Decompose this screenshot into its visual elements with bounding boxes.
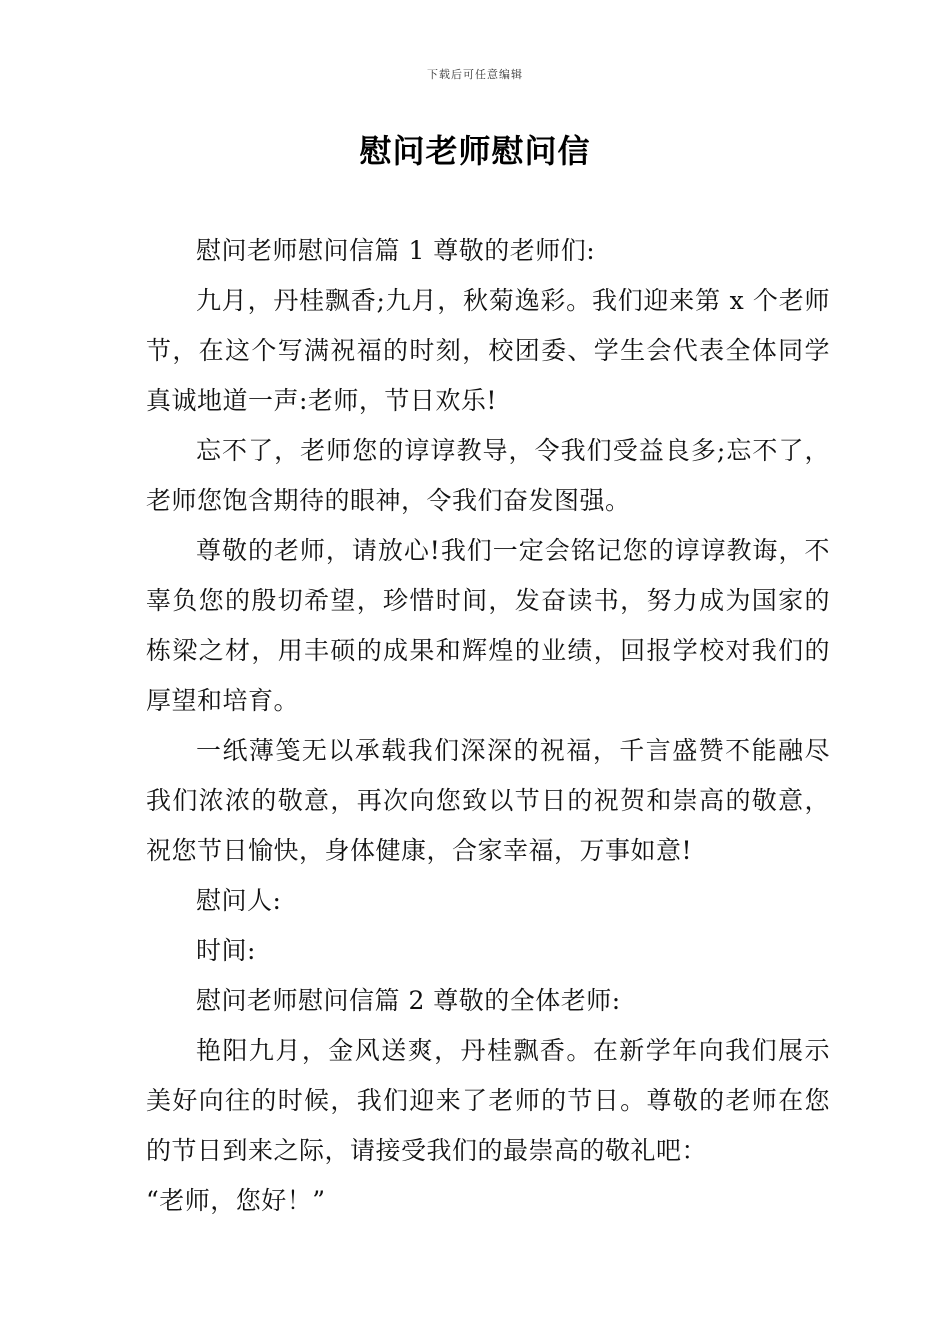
header-note: 下载后可任意编辑 xyxy=(427,68,523,81)
signature-label: 慰问人: xyxy=(196,886,282,915)
paragraph-promise: 尊敬的老师，请放心!我们一定会铭记您的谆谆教诲，不辜负您的殷切希望，珍惜时间，发奋读书，努力成为国家的栋梁之材，用丰硕的成果和辉煌的业绩，回报学校对我们的厚望和培育。 xyxy=(146,536,830,715)
paragraph-greeting: 九月，丹桂飘香;九月，秋菊逸彩。我们迎来第 x 个老师节，在这个写满祝福的时刻，校团委、学生会代表全体同学真诚地道一声:老师，节日欢乐! xyxy=(146,286,830,415)
paragraph-quote: “老师，您好！” xyxy=(146,1186,326,1215)
paragraph-intro-1: 慰问老师慰问信篇 1 尊敬的老师们: xyxy=(196,236,596,265)
paragraph-september: 艳阳九月，金风送爽，丹桂飘香。在新学年向我们展示美好向往的时候，我们迎来了老师的节日。尊敬的老师在您的节日到来之际，请接受我们的最崇高的敬礼吧： xyxy=(146,1036,830,1165)
date-label: 时间: xyxy=(196,936,256,965)
letter-body xyxy=(146,226,830,1226)
paragraph-remember: 忘不了，老师您的谆谆教导，令我们受益良多;忘不了，老师您饱含期待的眼神，令我们奋发图强。 xyxy=(146,436,830,515)
page-title: 慰问老师慰问信 xyxy=(359,132,591,170)
paragraph-blessing: 一纸薄笺无以承载我们深深的祝福，千言盛赞不能融尽我们浓浓的敬意，再次向您致以节日的祝贺和崇高的敬意，祝您节日愉快，身体健康，合家幸福，万事如意! xyxy=(146,736,830,865)
paragraph-intro-2: 慰问老师慰问信篇 2 尊敬的全体老师: xyxy=(196,986,621,1015)
